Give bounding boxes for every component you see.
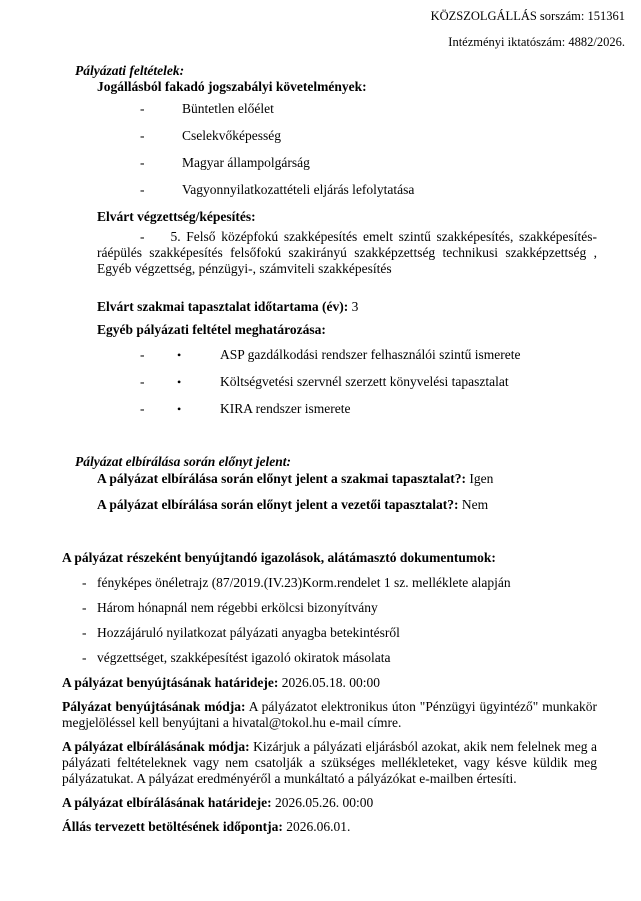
- list-item-text: Hozzájáruló nyilatkozat pályázati anyagba betekintésről: [97, 625, 400, 640]
- field-label: Pályázat benyújtásának módja:: [62, 699, 246, 714]
- field-value: Kizárjuk a pályázati eljárásból azokat, akik nem felelnek meg a pályázati feltételeknek vagy nem csatolják a szükséges mellékleteket, vagy késve küldik meg pályázatukat. A pályázat eredményéről a munkáltató a pályázókat e-mailben értesíti.: [62, 739, 598, 786]
- field-label: A pályázat benyújtásának határideje:: [62, 675, 279, 690]
- section-documents: [0, 550, 641, 666]
- advantage-row: [97, 497, 641, 513]
- list-item: [0, 625, 641, 641]
- list-item-text: Költségvetési szervnél szerzett könyvelési tapasztalat: [220, 374, 509, 389]
- field-value: 2026.05.26. 00:00: [275, 795, 374, 810]
- qualification-heading: Elvárt végzettség/képesítés:: [97, 209, 256, 224]
- list-item: [0, 575, 641, 591]
- advantage-label: A pályázat elbírálása során előnyt jelent a vezetői tapasztalat?:: [97, 497, 459, 512]
- dash-marker: -: [140, 347, 145, 362]
- bullet-marker: •: [177, 402, 182, 416]
- experience-label: Elvárt szakmai tapasztalat időtartama (év):: [97, 299, 349, 314]
- dash-marker: -: [140, 182, 145, 197]
- field-value: 2026.06.01.: [286, 819, 351, 834]
- field-value: A pályázatot elektronikus úton "Pénzügyi ügyintéző" munkakör megjelöléssel kell benyújtani a hivatal@tokol.hu e-mail címre.: [62, 699, 597, 730]
- field-value: 2026.05.18. 00:00: [281, 675, 381, 690]
- list-item: [0, 347, 641, 363]
- documents-heading: A pályázat részeként benyújtandó igazolások, alátámasztó dokumentumok:: [62, 550, 496, 565]
- list-item-text: végzettséget, szakképesítést igazoló okiratok másolata: [97, 650, 391, 665]
- footer-field-evaluation-deadline: [62, 795, 597, 811]
- advantage-label: A pályázat elbírálása során előnyt jelent a szakmai tapasztalat?:: [97, 471, 466, 486]
- other-conditions-list: [0, 347, 641, 417]
- dash-marker: -: [140, 155, 145, 170]
- list-item: [0, 401, 641, 417]
- list-item-text: Három hónapnál nem régebbi erkölcsi bizonyítvány: [97, 600, 378, 615]
- dash-marker: -: [140, 128, 145, 143]
- list-item-text: Vagyonnyilatkozattételi eljárás lefolytatása: [182, 182, 415, 197]
- list-item-text: ASP gazdálkodási rendszer felhasználói szintű ismerete: [220, 347, 521, 362]
- experience-line: [97, 299, 641, 315]
- list-item: [0, 128, 641, 144]
- dash-marker: -: [82, 650, 87, 665]
- list-item-text: Cselekvőképesség: [182, 128, 281, 143]
- list-item-text: KIRA rendszer ismerete: [220, 401, 351, 416]
- section-advantages: [0, 454, 641, 513]
- qualification-text: 5. Felső középfokú szakképesítés emelt szintű szakképesítés, szakképesítés-ráépülés szakképesítés felsőfokú szakirányú szakképzettség technikusi szakképzettség , Egyéb végzettség, pénzügyi-, számviteli szakképesítés: [97, 229, 597, 276]
- section-footer-fields: [0, 675, 641, 835]
- advantage-value: Igen: [469, 471, 494, 486]
- field-label: A pályázat elbírálásának határideje:: [62, 795, 272, 810]
- serial-number: KÖZSZOLGÁLLÁS sorszám: 151361: [430, 9, 625, 23]
- legal-requirements-list: [0, 101, 641, 198]
- advantage-row: [97, 471, 641, 487]
- list-item: [0, 374, 641, 390]
- list-item: [0, 600, 641, 616]
- footer-field-start-date: [62, 819, 597, 835]
- footer-field-submission-method: [62, 699, 597, 731]
- legal-requirements-heading: Jogállásból fakadó jogszabályi követelmények:: [97, 79, 367, 94]
- list-item: [0, 650, 641, 666]
- document-header: [0, 0, 641, 50]
- list-item-text: Magyar állampolgárság: [182, 155, 310, 170]
- other-conditions-heading: Egyéb pályázati feltétel meghatározása:: [97, 322, 326, 337]
- dash-marker: -: [140, 101, 145, 116]
- list-item-text: Büntetlen előélet: [182, 101, 274, 116]
- registry-number: Intézményi iktatószám: 4882/2026.: [448, 35, 625, 49]
- list-item-text: fényképes önéletrajz (87/2019.(IV.23)Korm.rendelet 1 sz. melléklete alapján: [97, 575, 511, 590]
- dash-marker: -: [82, 625, 87, 640]
- bullet-marker: •: [177, 348, 182, 362]
- field-label: Állás tervezett betöltésének időpontja:: [62, 819, 283, 834]
- footer-field-evaluation-method: [62, 739, 597, 787]
- field-label: A pályázat elbírálásának módja:: [62, 739, 250, 754]
- list-item: [0, 155, 641, 171]
- documents-list: [0, 575, 641, 666]
- list-item: [0, 101, 641, 117]
- footer-field-submission-deadline: [62, 675, 597, 691]
- dash-marker: -: [82, 575, 87, 590]
- dash-marker: -: [82, 600, 87, 615]
- dash-marker: -: [140, 401, 145, 416]
- bullet-marker: •: [177, 375, 182, 389]
- advantage-value: Nem: [461, 497, 489, 512]
- advantages-title: Pályázat elbírálása során előnyt jelent:: [75, 454, 291, 469]
- experience-value: 3: [351, 299, 359, 314]
- conditions-title: Pályázati feltételek:: [75, 63, 185, 78]
- dash-marker: -: [140, 374, 145, 389]
- list-item: [0, 182, 641, 198]
- section-conditions: [0, 63, 641, 417]
- dash-marker: -: [140, 229, 145, 244]
- qualification-paragraph: [97, 229, 597, 277]
